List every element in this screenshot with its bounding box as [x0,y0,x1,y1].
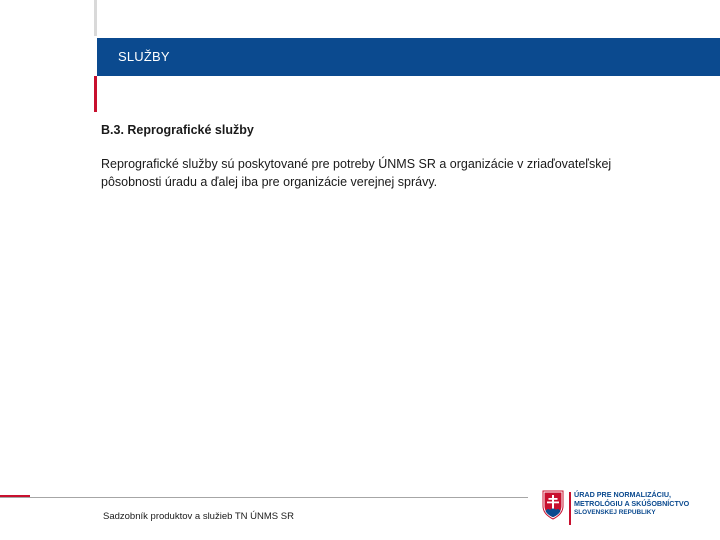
section-paragraph [101,155,701,191]
left-rule-accent [94,76,97,112]
header-band [97,38,720,76]
paragraph-line-1: Reprografické služby sú poskytované pre potreby ÚNMS SR a organizácie v zriaďovateľskej [101,157,612,171]
section-heading: B.3. Reprografické služby [101,123,254,137]
logo-line-1: ÚRAD PRE NORMALIZÁCIU, [574,490,672,499]
footer-caption: Sadzobník produktov a služieb TN ÚNMS SR [103,511,294,522]
logo-wordmark [574,490,689,517]
left-rule-top [94,0,97,36]
coat-of-arms-icon [542,490,564,520]
organization-logo [542,490,712,530]
footer-rule [0,497,528,498]
page-title: SLUŽBY [118,49,170,64]
logo-line-3: SLOVENSKEJ REPUBLIKY [574,509,656,516]
logo-line-2: METROLÓGIU A SKÚŠOBNÍCTVO [574,499,690,508]
paragraph-line-2: pôsobnosti úradu a ďalej iba pre organizácie verejnej správy. [101,175,438,189]
logo-divider [569,492,571,525]
